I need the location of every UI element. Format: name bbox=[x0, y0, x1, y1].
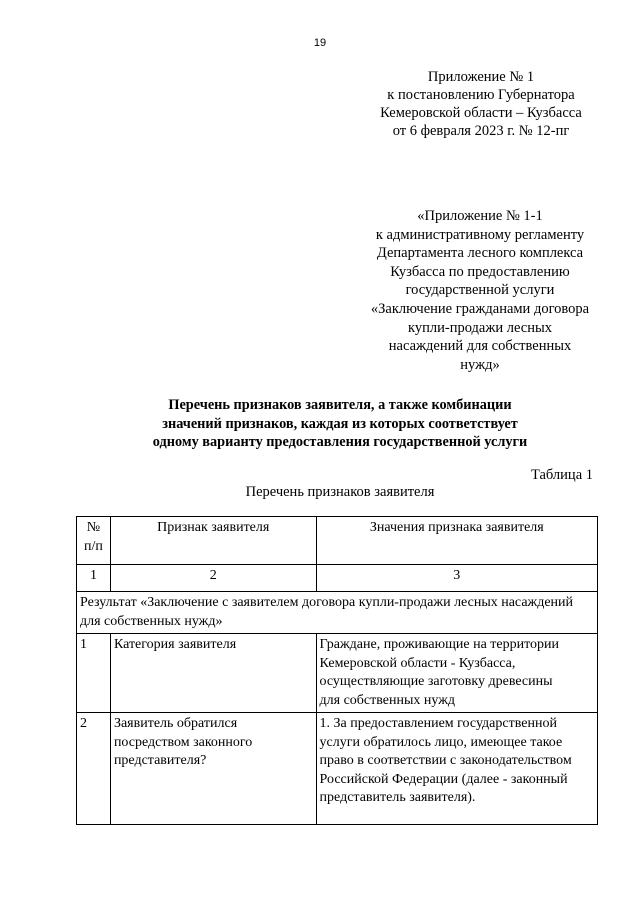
table-label: Таблица 1 bbox=[530, 467, 593, 483]
appendix-1-line: Приложение № 1 bbox=[427, 69, 535, 85]
heading-line: Перечень признаков заявителя, а также комбинации bbox=[168, 397, 512, 413]
row-value-cell: Граждане, проживающие на территории Кемеровской области - Кузбасса, осуществляющие заготовку древесины для собственных нужд bbox=[316, 634, 597, 713]
result-cell: Результат «Заключение с заявителем договора купли-продажи лесных насаждений для собственных нужд» bbox=[77, 592, 598, 634]
applicant-features-table bbox=[76, 516, 598, 825]
page-number: 19 bbox=[313, 37, 327, 49]
appendix-1-1-line: «Заключение гражданами договора bbox=[370, 300, 590, 317]
heading-line: одному варианту предоставления государственной услуги bbox=[152, 434, 528, 450]
table-row bbox=[77, 634, 598, 713]
column-number-cell: 3 bbox=[316, 565, 597, 592]
column-number-cell: 1 bbox=[77, 565, 111, 592]
result-row bbox=[77, 592, 598, 634]
column-number-row bbox=[77, 565, 598, 592]
row-number-cell: 2 bbox=[77, 713, 111, 825]
header-cell-number: № п/п bbox=[77, 517, 111, 565]
appendix-1-1-line: насаждений для собственных bbox=[388, 338, 572, 355]
appendix-1-1-line: купли-продажи лесных bbox=[408, 319, 552, 336]
row-value-cell: 1. За предоставлением государственной услуги обратилось лицо, имеющее такое право в соответствии с законодательством Российской Федерации (далее - законный представитель заявителя). bbox=[316, 713, 597, 825]
table-row bbox=[77, 713, 598, 825]
appendix-1-line: к постановлению Губернатора bbox=[387, 87, 575, 103]
appendix-1-1-line: «Приложение № 1-1 bbox=[417, 208, 543, 224]
table-header-row bbox=[77, 517, 598, 565]
row-number-cell: 1 bbox=[77, 634, 111, 713]
appendix-1-line: от 6 февраля 2023 г. № 12-пг bbox=[392, 123, 570, 139]
appendix-1-block bbox=[366, 68, 596, 140]
header-cell-feature: Признак заявителя bbox=[110, 517, 316, 565]
appendix-1-1-line: государственной услуги bbox=[405, 282, 555, 299]
appendix-1-1-line: к административному регламенту bbox=[375, 226, 585, 243]
appendix-1-1-line: нужд» bbox=[460, 356, 500, 373]
document-heading bbox=[100, 396, 580, 452]
header-cell-values: Значения признака заявителя bbox=[316, 517, 597, 565]
row-feature-cell: Категория заявителя bbox=[110, 634, 316, 713]
column-number-cell: 2 bbox=[110, 565, 316, 592]
appendix-1-1-line: Департамента лесного комплекса bbox=[376, 245, 584, 262]
appendix-1-1-block bbox=[356, 207, 604, 374]
table-caption: Перечень признаков заявителя bbox=[245, 484, 435, 500]
row-feature-cell: Заявитель обратился посредством законного представителя? bbox=[110, 713, 316, 825]
appendix-1-1-line: Кузбасса по предоставлению bbox=[390, 263, 570, 280]
heading-line: значений признаков, каждая из которых соответствует bbox=[162, 415, 518, 432]
appendix-1-line: Кемеровской области – Кузбасса bbox=[380, 105, 582, 121]
